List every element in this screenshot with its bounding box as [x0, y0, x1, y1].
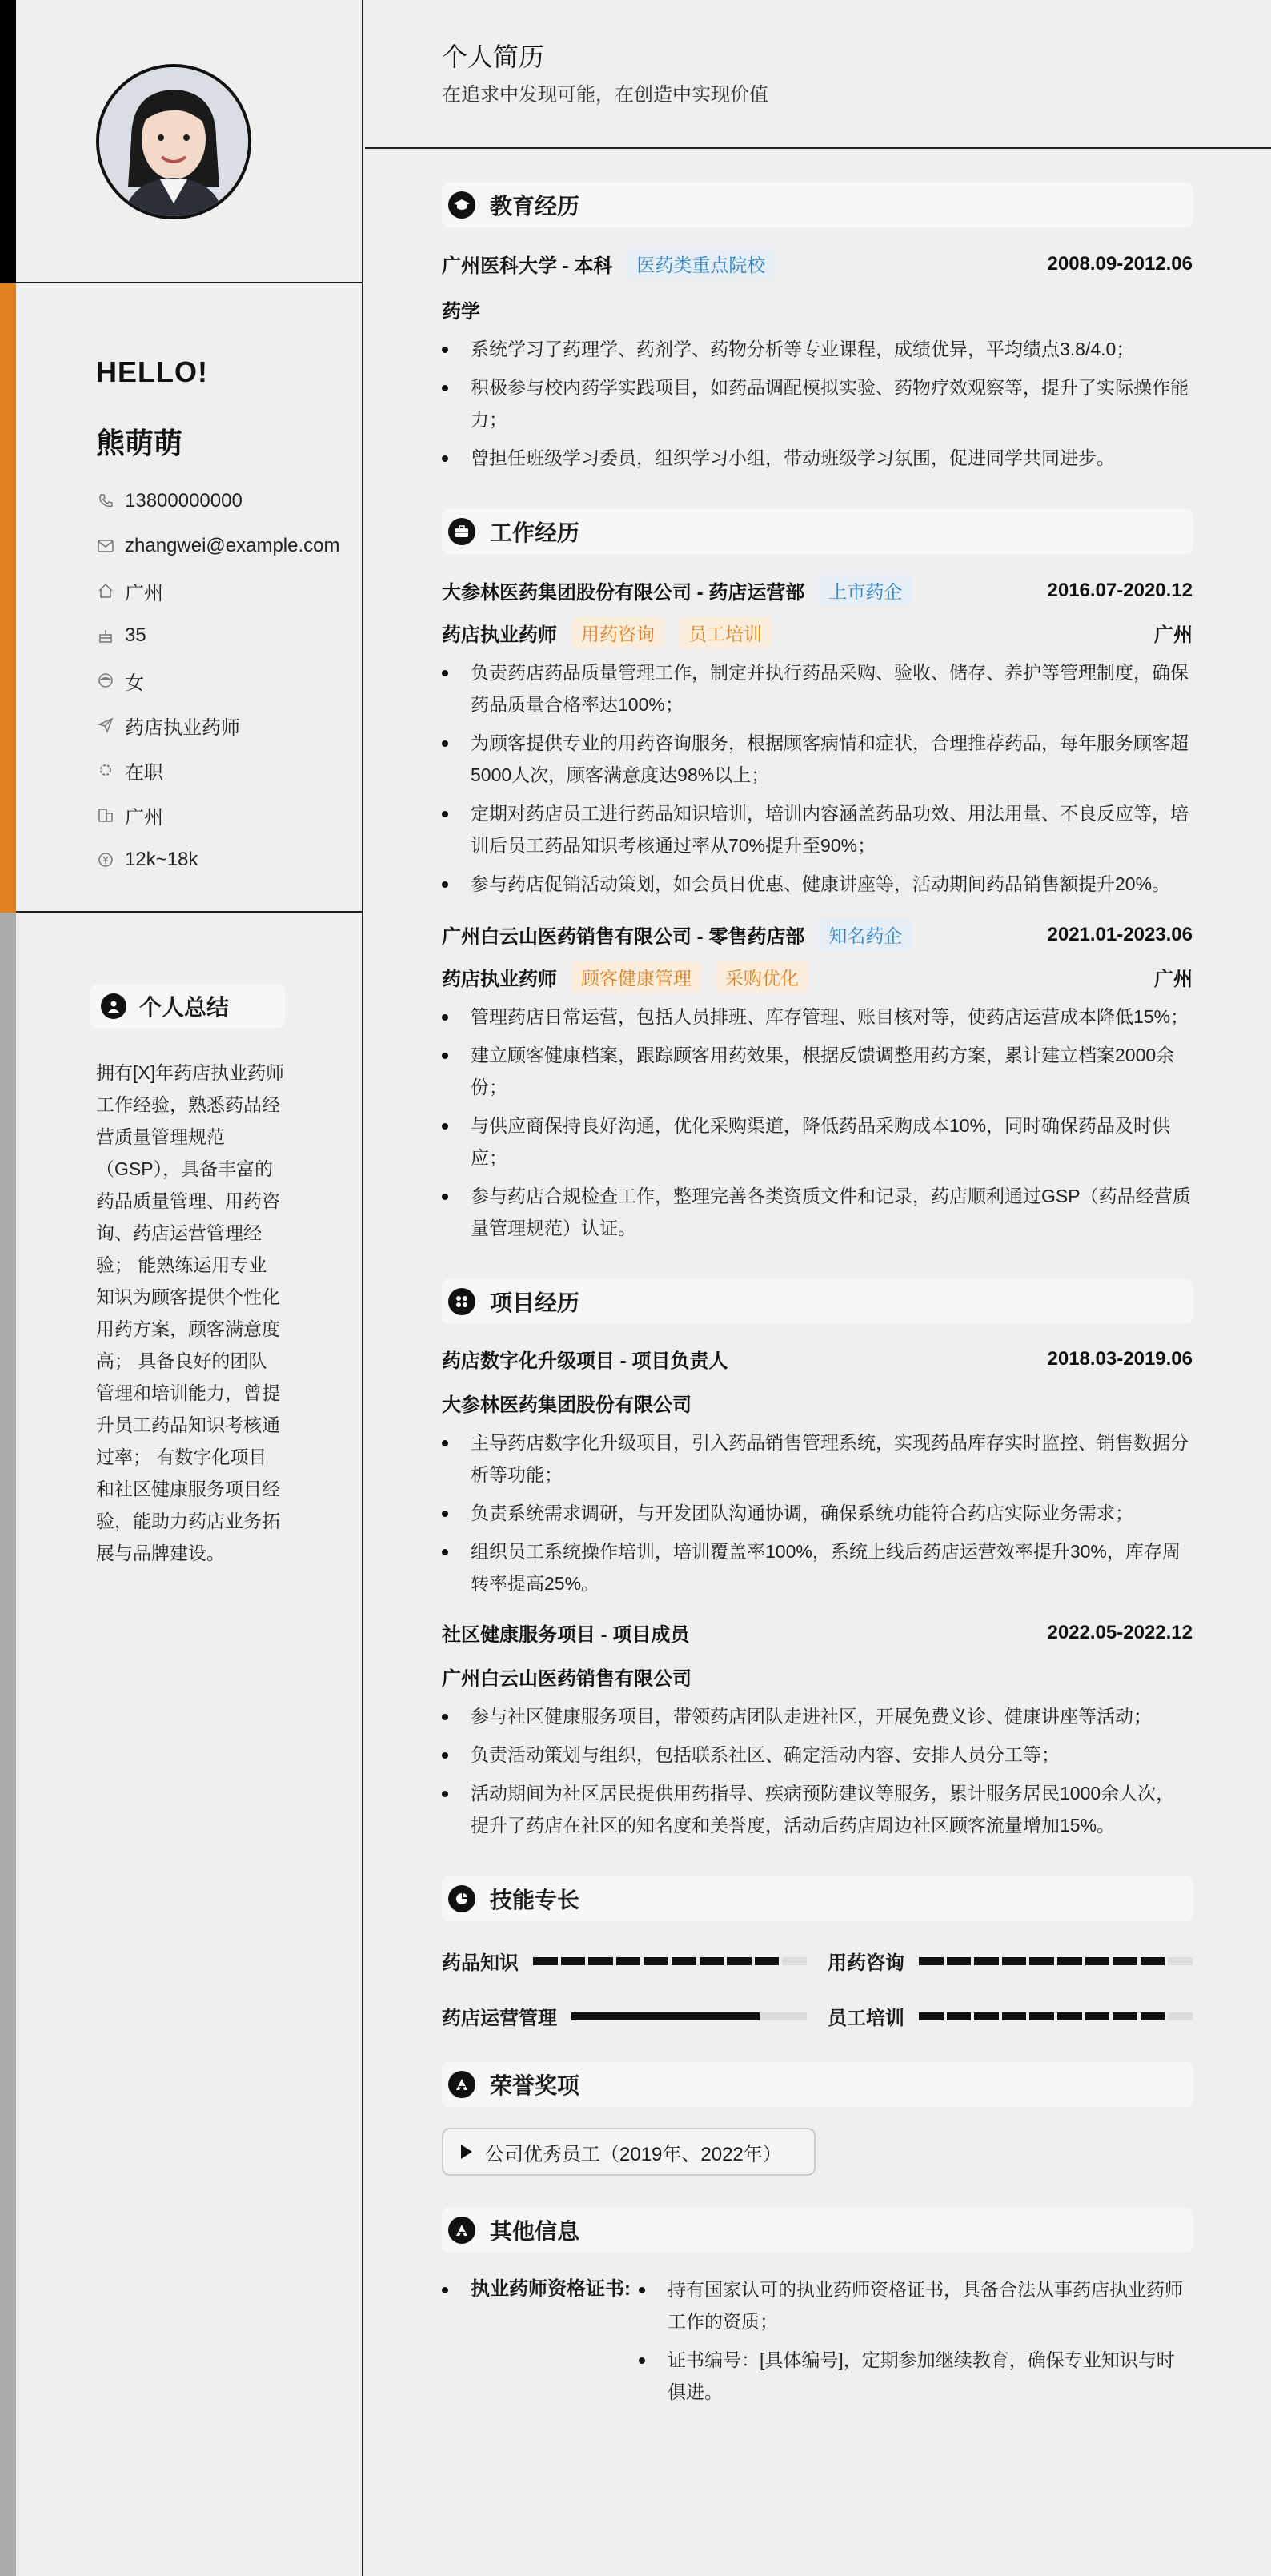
- skill-name: 员工培训: [828, 2008, 904, 2029]
- list-item: 主导药店数字化升级项目，引入药品销售管理系统，实现药品库存实时监控、销售数据分析等功能；: [442, 1426, 1193, 1491]
- skill-item: [442, 2002, 807, 2030]
- skill-tag: 采购优化: [716, 961, 808, 993]
- building-icon: [96, 805, 115, 825]
- skill-meter-segment: [1029, 1957, 1054, 1965]
- job-bullets: [442, 656, 1193, 900]
- skill-tag: 用药咨询: [571, 617, 664, 648]
- play-icon: [461, 2145, 472, 2159]
- skill-meter-segment: [1141, 1957, 1165, 1965]
- skill-meter-segment: [1085, 1957, 1110, 1965]
- job-header: [442, 919, 1193, 950]
- skill-tag: 员工培训: [679, 617, 772, 648]
- skill-meter-segment: [1168, 2012, 1193, 2020]
- education-bullets: [442, 333, 1193, 474]
- info-email: [96, 524, 340, 568]
- home-icon: [96, 581, 115, 600]
- list-item: 证书编号：[具体编号]，定期参加继续教育，确保专业知识与时俱进。: [639, 2344, 1193, 2408]
- skill-meter-segment: [588, 1957, 613, 1965]
- list-item: 参与社区健康服务项目，带领药店团队走进社区，开展免费义诊、健康讲座等活动；: [442, 1700, 1193, 1732]
- list-item: 积极参与校内药学实践项目，如药品调配模拟实验、药物疗效观察等，提升了实际操作能力；: [442, 371, 1193, 435]
- page-title: 个人简历: [442, 42, 545, 71]
- job-header: [442, 575, 1193, 606]
- info-age: [96, 613, 340, 658]
- user-icon: [101, 993, 126, 1019]
- job-entry: [442, 575, 1193, 900]
- accent-strip-gray: [0, 913, 16, 2576]
- skill-meter-segment: [1113, 1957, 1137, 1965]
- company-name: 广州白云山医药销售有限公司 - 零售药店部: [442, 926, 805, 948]
- major-row: [442, 295, 1193, 323]
- job-date: 2016.07-2020.12: [1047, 579, 1193, 601]
- info-text: 35: [125, 624, 146, 646]
- accent-strip-black: [0, 0, 16, 283]
- skill-meter-segment: [1002, 2012, 1027, 2020]
- job-city: 广州: [1154, 969, 1193, 990]
- company-tag: 上市药企: [819, 575, 912, 606]
- project-org: 大参林医药集团股份有限公司: [442, 1394, 692, 1416]
- info-badge-icon: [448, 2217, 475, 2244]
- skill-meter-segment: [947, 2012, 972, 2020]
- status-icon: [96, 760, 115, 780]
- info-gender: [96, 658, 340, 703]
- skill-meter-segment: [919, 1957, 944, 1965]
- other-section: [442, 2208, 1193, 2408]
- major: 药学: [442, 301, 480, 323]
- main-content: [442, 183, 1193, 2408]
- section-heading: [442, 2062, 1193, 2107]
- section-heading: [442, 1279, 1193, 1324]
- project-name: 社区健康服务项目 - 项目成员: [442, 1624, 690, 1646]
- skill-meter-segment: [974, 2012, 999, 2020]
- skill-meter: [919, 1957, 1193, 1965]
- contact-info: [96, 479, 340, 882]
- skill-item: [828, 2002, 1193, 2030]
- skill-meter-segment: [616, 1957, 641, 1965]
- mail-icon: [96, 536, 115, 556]
- project-bullets: [442, 1426, 1193, 1599]
- avatar-portrait: [99, 67, 248, 216]
- project-date: 2018.03-2019.06: [1047, 1347, 1193, 1370]
- info-salary: [96, 837, 340, 882]
- award-text: 公司优秀员工（2019年、2022年）: [485, 2143, 782, 2165]
- skill-meter-segment: [1085, 2012, 1110, 2020]
- section-title: 教育经历: [490, 194, 580, 219]
- header-divider: [365, 147, 1271, 149]
- skill-meter-fill: [571, 2012, 760, 2020]
- certificate-label: [442, 2273, 631, 2408]
- education-date: 2008.09-2012.06: [1047, 252, 1193, 275]
- sidebar: [0, 0, 363, 2576]
- phone-icon: [96, 492, 115, 511]
- award-item: [442, 2128, 816, 2176]
- school-tag: 医药类重点院校: [627, 248, 775, 279]
- job-city: 广州: [1154, 624, 1193, 646]
- skill-tag: 顾客健康管理: [571, 961, 701, 993]
- skill-meter-segment: [1002, 1957, 1027, 1965]
- job-position-row: [442, 961, 1193, 993]
- grid-icon: [448, 1288, 475, 1315]
- section-heading: [442, 1876, 1193, 1921]
- education-section: [442, 183, 1193, 474]
- section-title: 项目经历: [490, 1290, 580, 1315]
- list-item: 活动期间为社区居民提供用药指导、疾病预防建议等服务，累计服务居民1000余人次，提升了药店在社区的知名度和美誉度，活动后药店周边社区顾客流量增加15%。: [442, 1777, 1193, 1841]
- skill-meter-segment: [974, 1957, 999, 1965]
- certificate-block: [442, 2273, 1193, 2408]
- projects-section: [442, 1279, 1193, 1841]
- job-position-row: [442, 617, 1193, 648]
- project-header: [442, 1619, 1193, 1647]
- accent-strip-orange: [0, 283, 16, 913]
- info-city: [96, 792, 340, 837]
- list-item: 为顾客提供专业的用药咨询服务，根据顾客病情和症状，合理推荐药品，每年服务顾客超5000人次，顾客满意度达98%以上；: [442, 727, 1193, 791]
- list-item: 组织员工系统操作培训，培训覆盖率100%，系统上线后药店运营效率提升30%，库存周转率提高25%。: [442, 1535, 1193, 1599]
- project-org-row: [442, 1389, 1193, 1417]
- section-title: 技能专长: [490, 1888, 580, 1912]
- skill-meter-segment: [1029, 2012, 1054, 2020]
- skill-meter: [533, 1957, 807, 1965]
- skills-section: [442, 1876, 1193, 2030]
- list-item: 参与药店合规检查工作，整理完善各类资质文件和记录，药店顺利通过GSP（药品经营质量管理规范）认证。: [442, 1180, 1193, 1244]
- salary-icon: [96, 850, 115, 869]
- project-bullets: [442, 1700, 1193, 1841]
- info-text: 女: [125, 672, 144, 694]
- list-item: 建立顾客健康档案，跟踪顾客用药效果，根据反馈调整用药方案，累计建立档案2000余份；: [442, 1039, 1193, 1103]
- skill-item: [828, 1947, 1193, 1975]
- certificate-title: 执业药师资格证书:: [471, 2278, 631, 2300]
- honors-section: [442, 2062, 1193, 2176]
- section-title: 工作经历: [490, 520, 580, 545]
- company-tag: 知名药企: [819, 919, 912, 950]
- info-text: 广州: [125, 806, 163, 829]
- job-position: 药店执业药师: [442, 624, 557, 646]
- skill-meter-segment: [1113, 2012, 1137, 2020]
- skill-meter-segment: [561, 1957, 586, 1965]
- skill-meter-segment: [947, 1957, 972, 1965]
- section-heading: [442, 183, 1193, 227]
- section-heading: [442, 509, 1193, 554]
- skill-name: 药店运营管理: [442, 2008, 557, 2029]
- skill-meter-segment: [644, 1957, 668, 1965]
- list-item: 负责药店药品质量管理工作，制定并执行药品采购、验收、储存、养护等管理制度，确保药品质量合格率达100%；: [442, 656, 1193, 720]
- summary-text: 拥有[X]年药店执业药师工作经验，熟悉药品经营质量管理规范（GSP），具备丰富的药品质量管理、用药咨询、药店运营管理经验； 能熟练运用专业知识为顾客提供个性化用药方案，顾客满意度高； 具备良好的团队管理和培训能力，曾提升员工药品知识考核通过率； 有数字化项目和社区健康服务项目经验，能助力药店业务拓展与品牌建设。: [96, 1062, 285, 1563]
- project-date: 2022.05-2022.12: [1047, 1621, 1193, 1643]
- page-subtitle: 在追求中发现可能，在创造中实现价值: [442, 84, 768, 106]
- job-entry: [442, 919, 1193, 1244]
- award-icon: [448, 2071, 475, 2098]
- info-text: 在职: [125, 761, 163, 784]
- list-item: 与供应商保持良好沟通，优化采购渠道，降低药品采购成本10%，同时确保药品及时供应；: [442, 1109, 1193, 1174]
- skill-meter-segment: [1141, 2012, 1165, 2020]
- summary-heading: [90, 985, 285, 1028]
- skill-meter-segment: [755, 1957, 780, 1965]
- skill-name: 药品知识: [442, 1952, 519, 1974]
- divider: [16, 911, 363, 913]
- skill-meter-segment: [1168, 1957, 1193, 1965]
- skill-name: 用药咨询: [828, 1952, 904, 1974]
- send-icon: [96, 716, 115, 735]
- skill-item: [442, 1947, 807, 1975]
- skill-meter-segment: [1057, 1957, 1082, 1965]
- summary-title: 个人总结: [139, 995, 230, 1020]
- info-status: [96, 748, 340, 792]
- project-entry: [442, 1345, 1193, 1599]
- skills-grid: [442, 1947, 1193, 2030]
- info-phone: [96, 479, 340, 524]
- chart-icon: [448, 1885, 475, 1912]
- hello-heading: HELLO!: [96, 355, 208, 388]
- section-heading: [442, 2208, 1193, 2253]
- skill-meter: [919, 2012, 1193, 2020]
- cake-icon: [96, 626, 115, 645]
- skill-meter-segment: [533, 1957, 558, 1965]
- work-section: [442, 509, 1193, 1244]
- avatar: [96, 64, 251, 219]
- info-text: 广州: [125, 582, 163, 604]
- project-name: 药店数字化升级项目 - 项目负责人: [442, 1350, 728, 1372]
- skill-meter: [571, 2012, 807, 2020]
- skill-meter-segment: [919, 2012, 944, 2020]
- education-row: [442, 248, 1193, 279]
- info-text: 13800000000: [125, 490, 243, 512]
- section-title: 荣誉奖项: [490, 2073, 580, 2098]
- project-org: 广州白云山医药销售有限公司: [442, 1668, 692, 1690]
- school-name: 广州医科大学 - 本科: [442, 255, 613, 277]
- skill-meter-segment: [672, 1957, 696, 1965]
- gender-icon: [96, 671, 115, 690]
- list-item: 负责系统需求调研，与开发团队沟通协调，确保系统功能符合药店实际业务需求；: [442, 1497, 1193, 1529]
- info-text: 药店执业药师: [125, 716, 240, 739]
- skill-meter-segment: [782, 1957, 807, 1965]
- list-item: 系统学习了药理学、药剂学、药物分析等专业课程，成绩优异，平均绩点3.8/4.0；: [442, 333, 1193, 365]
- company-name: 大参林医药集团股份有限公司 - 药店运营部: [442, 582, 805, 604]
- list-item: 持有国家认可的执业药师资格证书，具备合法从事药店执业药师工作的资质；: [639, 2273, 1193, 2337]
- profile-name: 熊萌萌: [96, 427, 183, 459]
- certificate-bullets: [639, 2267, 1193, 2408]
- info-location: [96, 568, 340, 613]
- skill-meter-segment: [1057, 2012, 1082, 2020]
- list-item: 管理药店日常运营，包括人员排班、库存管理、账目核对等，使药店运营成本降低15%；: [442, 1001, 1193, 1033]
- project-entry: [442, 1619, 1193, 1841]
- section-title: 其他信息: [490, 2219, 580, 2244]
- project-org-row: [442, 1663, 1193, 1691]
- info-text: 12k~18k: [125, 849, 198, 870]
- info-text: zhangwei@example.com: [125, 535, 340, 556]
- list-item: 参与药店促销活动策划，如会员日优惠、健康讲座等，活动期间药品销售额提升20%。: [442, 868, 1193, 900]
- skill-meter-segment: [727, 1957, 752, 1965]
- list-item: 负责活动策划与组织，包括联系社区、确定活动内容、安排人员分工等；: [442, 1739, 1193, 1771]
- info-position: [96, 703, 340, 748]
- project-header: [442, 1345, 1193, 1373]
- divider: [16, 282, 363, 283]
- list-item: 定期对药店员工进行药品知识培训，培训内容涵盖药品功效、用法用量、不良反应等，培训后员工药品知识考核通过率从70%提升至90%；: [442, 797, 1193, 861]
- briefcase-icon: [448, 518, 475, 545]
- list-item: 曾担任班级学习委员，组织学习小组，带动班级学习氛围，促进同学共同进步。: [442, 442, 1193, 474]
- graduation-cap-icon: [448, 191, 475, 219]
- job-position: 药店执业药师: [442, 969, 557, 990]
- skill-meter-segment: [700, 1957, 724, 1965]
- job-date: 2021.01-2023.06: [1047, 923, 1193, 945]
- job-bullets: [442, 1001, 1193, 1244]
